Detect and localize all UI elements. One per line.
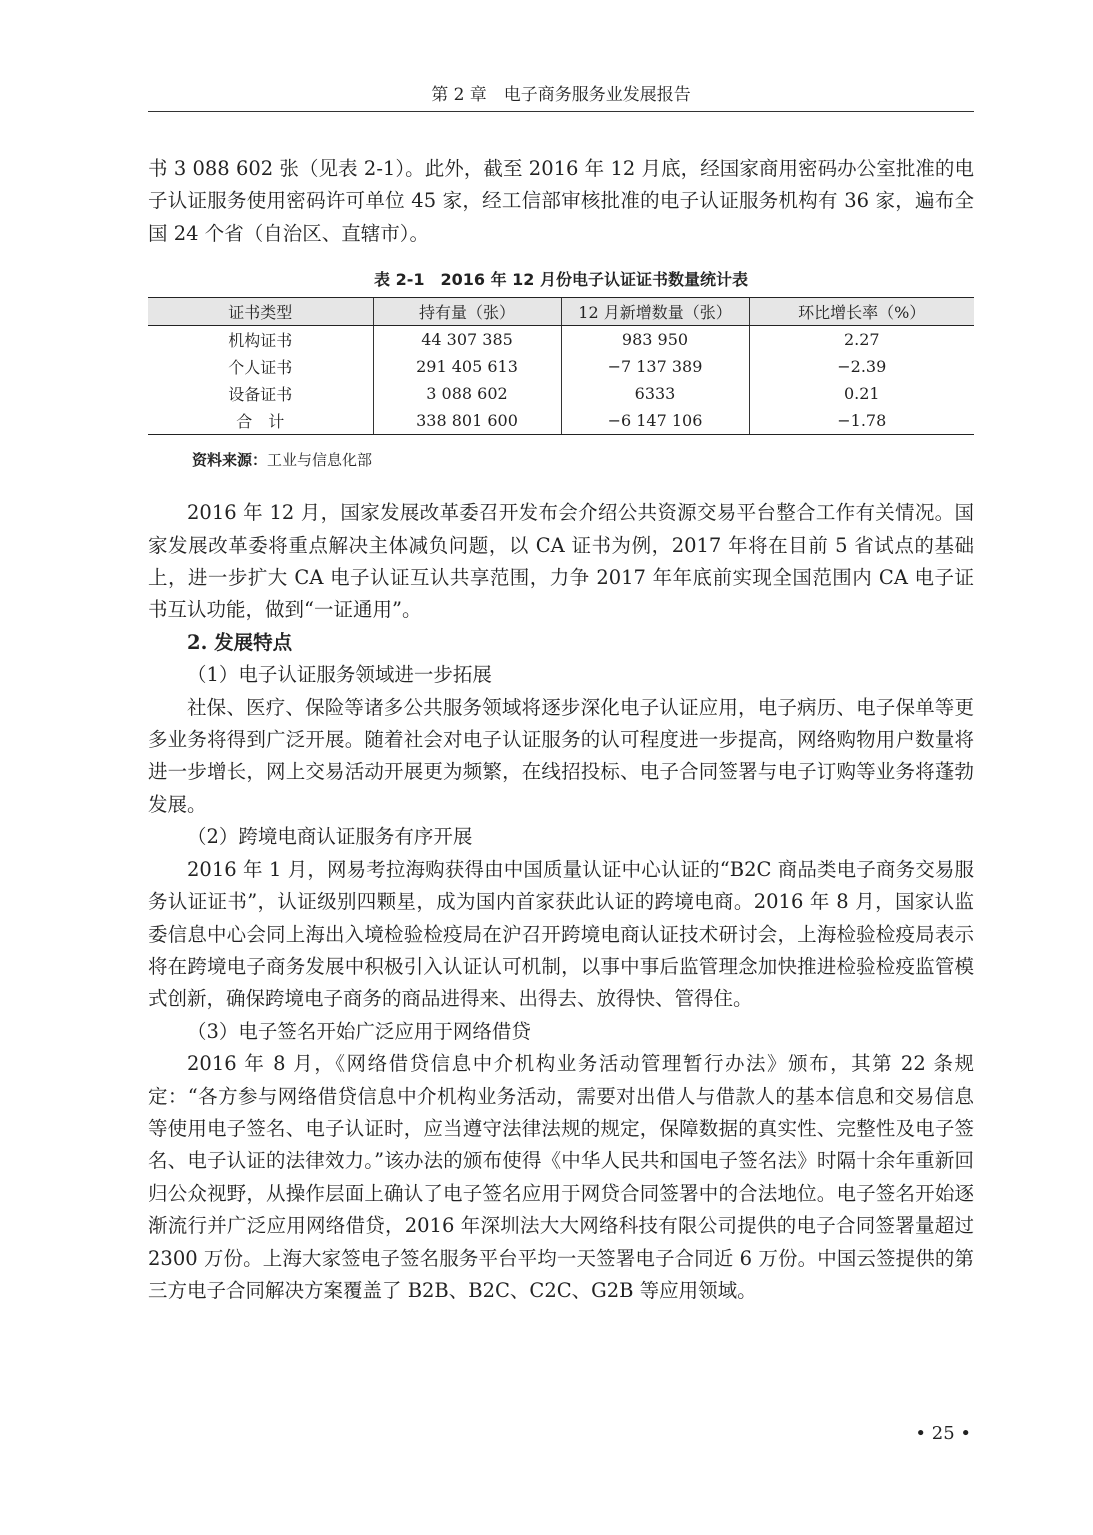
cell-new: 6333: [561, 380, 749, 407]
paragraph-2: 2016 年 12 月，国家发展改革委召开发布会介绍公共资源交易平台整合工作有关情况。国家发展改革委将重点解决主体减负问题，以 CA 证书为例，2017 年将在目前 5 省试点的基础上，进一步扩大 CA 电子认证互认共享范围，力争 2017 年年底前实现全国范围内 CA 电子证书互认功能，做到“一证通用”。: [148, 501, 974, 622]
subsection-1-body: 社保、医疗、保险等诸多公共服务领域将逐步深化电子认证应用，电子病历、电子保单等更多业务将得到广泛开展。随着社会对电子认证服务的认可程度进一步提高，网络购物用户数量将进一步增长，网上交易活动开展更为频繁，在线招投标、电子合同签署与电子订购等业务将蓬勃发展。: [148, 695, 974, 816]
subsection-3-body: 2016 年 8 月，《网络借贷信息中介机构业务活动管理暂行办法》颁布，其第 22 条规定：“各方参与网络借贷信息中介机构业务活动，需要对出借人与借款人的基本信息和交易信息等使用电子签名、电子认证时，应当遵守法律法规的规定，保障数据的真实性、完整性及电子签名、电子认证的法律效力。”该办法的颁布使得《中华人民共和国电子签名法》时隔十余年重新回归公众视野，从操作层面上确认了电子签名应用于网贷合同签署中的合法地位。电子签名开始逐渐流行并广泛应用网络借贷，2016 年深圳法大大网络科技有限公司提供的电子合同签署量超过 2300 万份。上海大家签电子签名服务平台平均一天签署电子合同近 6 万份。中国云签提供的第三方电子合同解决方案覆盖了 B2B、B2C、C2C、G2B 等应用领域。: [148, 1052, 974, 1302]
cell-new: −7 137 389: [561, 353, 749, 380]
cell-holdings: 3 088 602: [373, 380, 561, 407]
cell-rate: −2.39: [749, 353, 974, 380]
table-row-total: [148, 407, 974, 435]
subsection-2-body: 2016 年 1 月，网易考拉海购获得由中国质量认证中心认证的“B2C 商品类电子商务交易服务认证证书”，认证级别四颗星，成为国内首家获此认证的跨境电商。2016 年 8 月，国家认监委信息中心会同上海出入境检验检疫局在沪召开跨境电商认证技术研讨会，上海检验检疫局表示将在跨境电子商务发展中积极引入认证认可机制，以事中事后监管理念加快推进检验检疫监管模式创新，确保跨境电子商务的商品进得来、出得去、放得快、管得住。: [148, 857, 974, 1011]
subsection-1-title: （1）电子认证服务领域进一步拓展: [187, 663, 492, 687]
cell-holdings: 338 801 600: [373, 407, 561, 435]
cell-holdings: 44 307 385: [373, 326, 561, 354]
table-source: [148, 449, 974, 471]
page-content: [148, 153, 974, 1307]
header-holdings: 持有量（张）: [373, 298, 561, 326]
table-row: [148, 326, 974, 354]
table-header-row: [148, 298, 974, 326]
header-cert-type: 证书类型: [148, 298, 373, 326]
subsection-2-title: （2）跨境电商认证服务有序开展: [187, 825, 473, 849]
cell-new: −6 147 106: [561, 407, 749, 435]
running-header: 第 2 章 电子商务服务业发展报告: [431, 85, 691, 105]
table-row: [148, 353, 974, 380]
header-growth-rate: 环比增长率（%）: [749, 298, 974, 326]
cell-cert-type: 个人证书: [228, 358, 293, 378]
source-value: 工业与信息化部: [267, 451, 373, 470]
cell-rate: 2.27: [749, 326, 974, 354]
cell-holdings: 291 405 613: [373, 353, 561, 380]
section-title: 2. 发展特点: [187, 630, 293, 654]
cell-cert-type: 设备证书: [228, 385, 293, 405]
header-rule: [148, 111, 974, 112]
table-caption: 表 2-1 2016 年 12 月份电子认证证书数量统计表: [374, 270, 748, 290]
cell-rate: −1.78: [749, 407, 974, 435]
table-row: [148, 380, 974, 407]
header-new-in-dec: 12 月新增数量（张）: [561, 298, 749, 326]
cell-cert-type: 合 计: [148, 407, 373, 435]
paragraph-1: 书 3 088 602 张（见表 2-1）。此外，截至 2016 年 12 月底，经国家商用密码办公室批准的电子认证服务使用密码许可单位 45 家，经工信部审核批准的电子认证服务机构有 36 家，遍布全国 24 个省（自治区、直辖市）。: [148, 157, 974, 245]
certificate-table: [148, 297, 974, 435]
cell-new: 983 950: [561, 326, 749, 354]
cell-cert-type: 机构证书: [228, 331, 293, 351]
subsection-3-title: （3）电子签名开始广泛应用于网络借贷: [187, 1019, 531, 1043]
cell-rate: 0.21: [749, 380, 974, 407]
source-label: 资料来源：: [192, 451, 268, 470]
page-number: • 25 •: [915, 1423, 971, 1444]
